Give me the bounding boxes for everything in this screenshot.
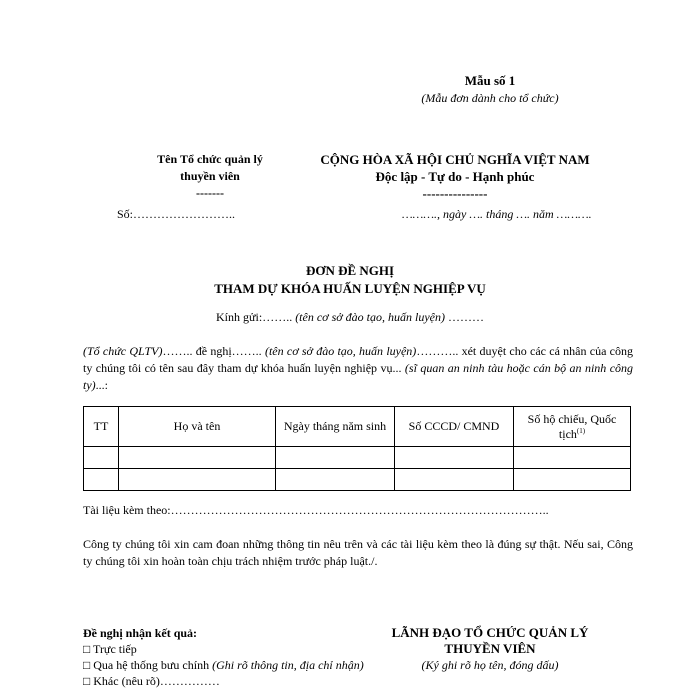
org-dashes: ------- — [196, 186, 224, 200]
result-option-postal-label: □ Qua hệ thống bưu chính — [83, 658, 210, 672]
col-id: Số CCCD/ CMND — [395, 407, 514, 447]
intro-org: (Tổ chức QLTV) — [83, 344, 163, 358]
title-line1: ĐƠN ĐỀ NGHỊ — [305, 263, 395, 278]
col-name: Họ và tên — [119, 407, 276, 447]
result-heading: Đề nghị nhận kết quả: — [83, 626, 198, 640]
org-name-block — [110, 151, 310, 202]
recipient-detail: (tên cơ sở đào tạo, huấn luyện) — [295, 310, 445, 324]
col-tt: TT — [84, 407, 119, 447]
national-motto-block — [300, 151, 610, 202]
intro-role: (sĩ quan an ninh tàu hoặc cán bộ an ninh công ty) — [83, 361, 634, 392]
form-number: Mẫu số 1 — [464, 73, 516, 88]
intro-text-2: ……….. xét duyệt cho các cá nhân của công ty chúng tôi có tên sau đây tham dự khóa huấn luyện nghiệp vụ... — [83, 344, 633, 375]
table-cell[interactable] — [514, 469, 631, 491]
table-cell[interactable] — [84, 469, 119, 491]
nation-dashes: --------------- — [422, 186, 488, 201]
result-option-direct[interactable]: □ Trực tiếp — [83, 642, 137, 656]
participant-table — [83, 406, 631, 491]
col-dob: Ngày tháng năm sinh — [276, 407, 395, 447]
result-option-postal[interactable] — [83, 657, 373, 673]
table-cell[interactable] — [84, 447, 119, 469]
result-option-other[interactable]: □ Khác (nêu rõ)…………… — [83, 674, 220, 688]
recipient-label: Kính gửi:…….. — [216, 310, 293, 324]
table-row — [84, 447, 631, 469]
leader-title-line1: LÃNH ĐẠO TỔ CHỨC QUẢN LÝ — [391, 625, 589, 640]
col-passport — [514, 407, 631, 447]
intro-paragraph — [83, 343, 633, 394]
result-option-postal-note: (Ghi rõ thông tin, địa chỉ nhận) — [212, 658, 364, 672]
intro-facility: (tên cơ sở đào tạo, huấn luyện) — [264, 344, 417, 358]
table-row — [84, 469, 631, 491]
org-name-line1: Tên Tổ chức quản lý — [157, 152, 263, 166]
table-cell[interactable] — [119, 469, 276, 491]
commitment-paragraph: Công ty chúng tôi xin cam đoan những thông tin nêu trên và các tài liệu kèm theo là đúng sự thật. Nếu sai, Công ty chúng tôi xin hoàn toàn chịu trách nhiệm trước pháp luật./. — [83, 537, 633, 568]
intro-text-1: …….. đề nghị…….. — [162, 344, 262, 358]
recipient-line — [150, 310, 550, 325]
nation-motto: Độc lập - Tự do - Hạnh phúc — [375, 169, 535, 184]
leader-title-line2: THUYỀN VIÊN — [444, 641, 536, 656]
title-line2: THAM DỰ KHÓA HUẤN LUYỆN NGHIỆP VỤ — [214, 281, 486, 296]
col-passport-footnote: (1) — [576, 426, 586, 435]
org-name-line2: thuyền viên — [180, 169, 240, 183]
table-cell[interactable] — [395, 447, 514, 469]
table-cell[interactable] — [514, 447, 631, 469]
table-cell[interactable] — [395, 469, 514, 491]
leader-sign-note: (Ký ghi rõ họ tên, đóng dấu) — [421, 658, 559, 672]
document-title — [150, 262, 550, 298]
table-cell[interactable] — [276, 447, 395, 469]
leader-signature-block — [370, 625, 610, 673]
result-delivery-block — [83, 625, 373, 689]
form-note: (Mẫu đơn dành cho tổ chức) — [421, 91, 559, 105]
table-header-row — [84, 407, 631, 447]
document-number-line: Số:…………………….. — [117, 207, 236, 221]
recipient-trail: ……… — [447, 310, 484, 324]
table-cell[interactable] — [119, 447, 276, 469]
intro-text-3: ...: — [95, 378, 108, 392]
nation-title: CỘNG HÒA XÃ HỘI CHỦ NGHĨA VIỆT NAM — [320, 152, 590, 167]
col-passport-label: Số hộ chiếu, Quốc tịch — [527, 411, 617, 441]
table-cell[interactable] — [276, 469, 395, 491]
attachments-line: Tài liệu kèm theo:………………………………………………………………………………….. — [83, 503, 549, 517]
date-line: ………., ngày …. tháng …. năm ………. — [402, 207, 592, 221]
